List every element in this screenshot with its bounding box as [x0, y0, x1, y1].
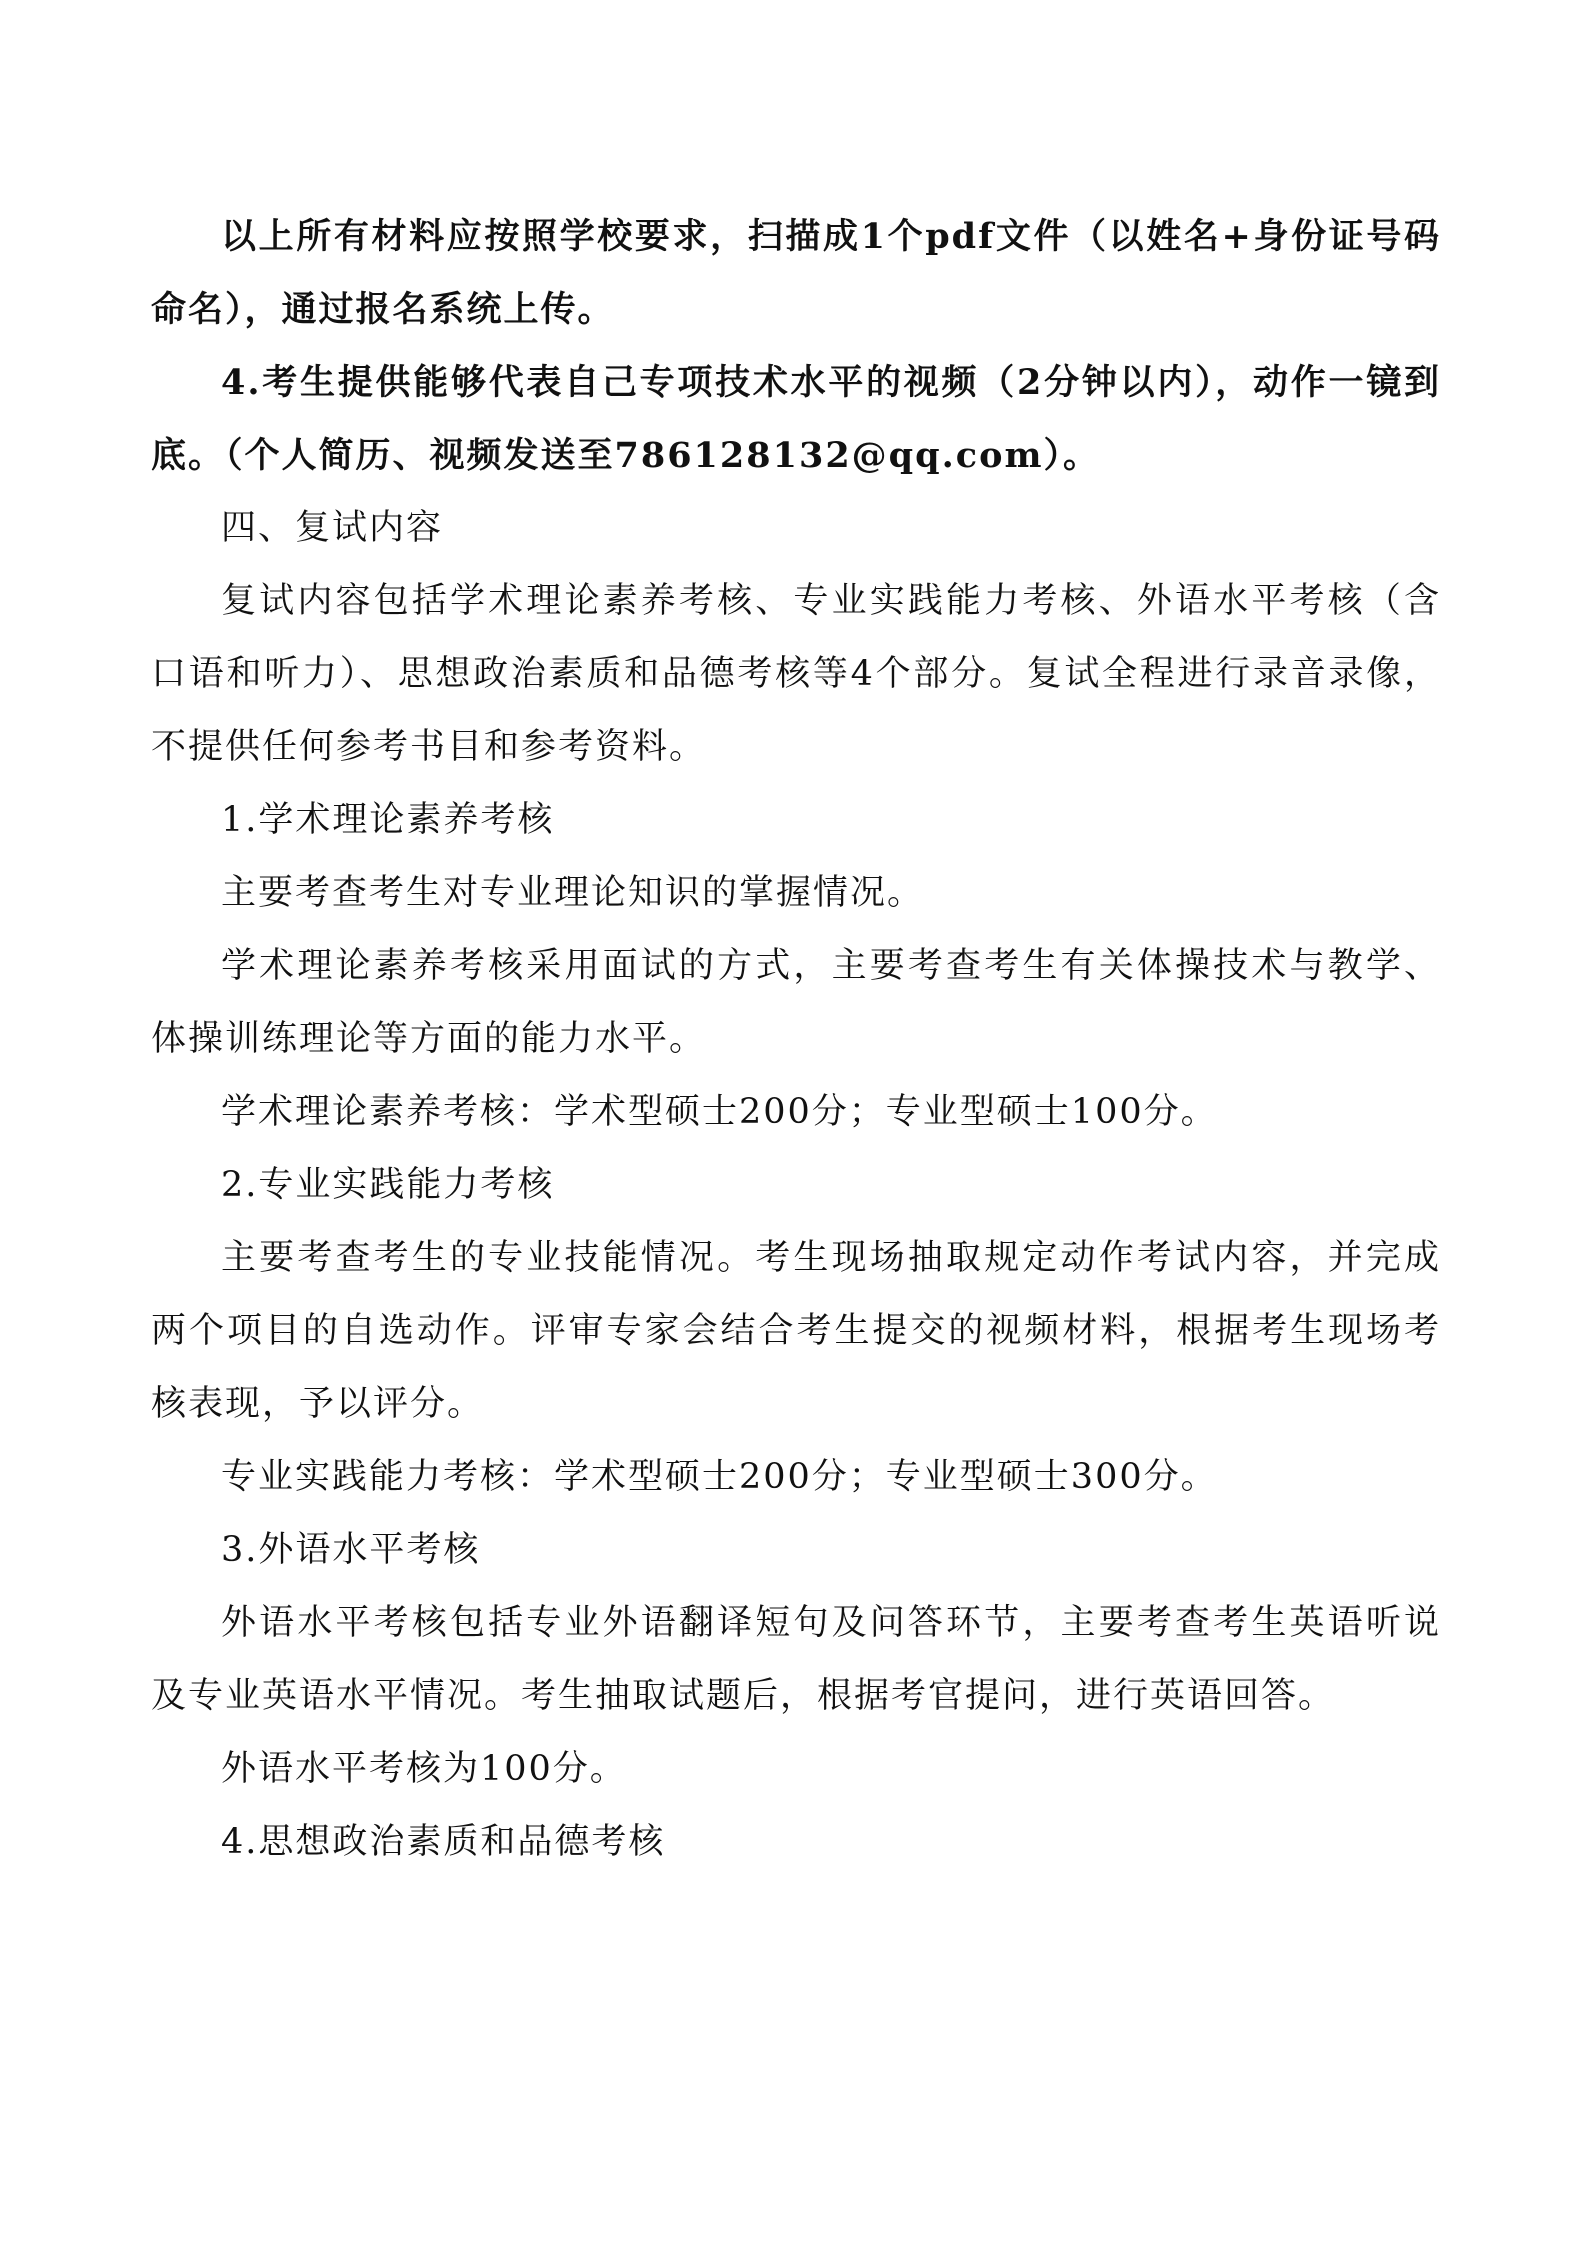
- professional-practice-description: 主要考查考生的专业技能情况。考生现场抽取规定动作考试内容，并完成两个项目的自选动作。评审专家会结合考生提交的视频材料，根据考生现场考核表现，予以评分。: [151, 1238, 1441, 1424]
- academic-theory-method: 学术理论素养考核采用面试的方式，主要考查考生有关体操技术与教学、体操训练理论等方面的能力水平。: [151, 946, 1441, 1059]
- document-page: [151, 200, 1441, 1879]
- subheading-political-moral: 4.思想政治素质和品德考核: [221, 1822, 666, 1862]
- foreign-language-score: 外语水平考核为100分。: [221, 1749, 627, 1789]
- professional-practice-score: 专业实践能力考核：学术型硕士200分；专业型硕士300分。: [221, 1457, 1218, 1497]
- subheading-foreign-language: 3.外语水平考核: [221, 1530, 481, 1570]
- academic-theory-purpose: 主要考查考生对专业理论知识的掌握情况。: [221, 873, 925, 913]
- subheading-professional-practice: 2.专业实践能力考核: [221, 1165, 555, 1205]
- academic-theory-score: 学术理论素养考核：学术型硕士200分；专业型硕士100分。: [221, 1092, 1218, 1132]
- materials-upload-paragraph: 以上所有材料应按照学校要求，扫描成1个pdf文件（以姓名+身份证号码命名），通过报名系统上传。: [151, 216, 1441, 330]
- video-requirement-paragraph: 4.考生提供能够代表自己专项技术水平的视频（2分钟以内），动作一镜到底。（个人简历、视频发送至786128132@qq.com）。: [151, 362, 1441, 476]
- foreign-language-description: 外语水平考核包括专业外语翻译短句及问答环节，主要考查考生英语听说及专业英语水平情况。考生抽取试题后，根据考官提问，进行英语回答。: [151, 1603, 1441, 1716]
- section-heading-retest-content: 四、复试内容: [221, 508, 444, 548]
- retest-overview-paragraph: 复试内容包括学术理论素养考核、专业实践能力考核、外语水平考核（含口语和听力）、思想政治素质和品德考核等4个部分。复试全程进行录音录像，不提供任何参考书目和参考资料。: [151, 581, 1441, 767]
- subheading-academic-theory: 1.学术理论素养考核: [221, 800, 555, 840]
